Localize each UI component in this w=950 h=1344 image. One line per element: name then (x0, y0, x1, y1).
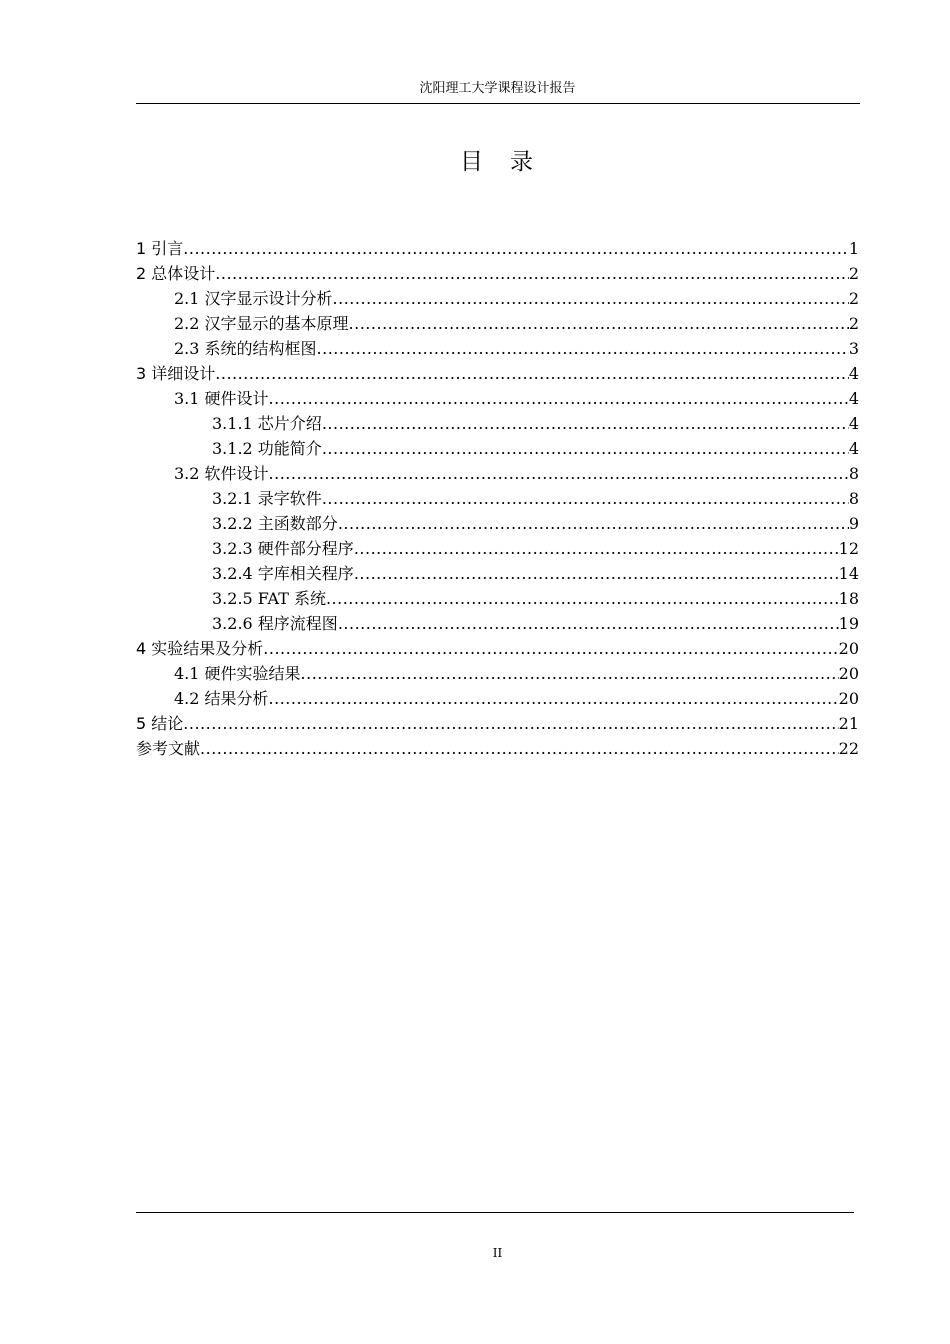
toc-dot-leader (269, 686, 839, 711)
toc-entry-page: 2 (848, 264, 859, 283)
toc-entry[interactable] (136, 286, 859, 311)
toc-title: 目 录 (460, 149, 535, 175)
toc-dot-leader (322, 411, 849, 436)
toc-dot-leader (349, 311, 849, 336)
toc-entry-page: 2 (848, 289, 859, 308)
toc-entry-page: 22 (838, 739, 859, 758)
toc-entry-label: 3.2.3 硬件部分程序 (212, 539, 354, 558)
toc-entry-label: 3.2.1 录字软件 (212, 489, 322, 508)
toc-dot-leader (215, 361, 849, 386)
toc-entry[interactable] (136, 511, 859, 536)
toc-entry-page: 4 (848, 439, 859, 458)
toc-entry[interactable] (136, 486, 859, 511)
toc-entry[interactable] (136, 686, 859, 711)
table-of-contents (136, 236, 859, 761)
toc-entry-label: 3.1 硬件设计 (174, 389, 269, 408)
toc-dot-leader (263, 636, 838, 661)
toc-dot-leader (317, 336, 849, 361)
toc-entry[interactable] (136, 536, 859, 561)
toc-entry[interactable] (136, 461, 859, 486)
toc-dot-leader (269, 461, 849, 486)
toc-entry-page: 8 (848, 464, 859, 483)
toc-dot-leader (354, 561, 839, 586)
toc-dot-leader (183, 711, 838, 736)
toc-entry[interactable] (136, 361, 859, 386)
toc-entry[interactable] (136, 636, 859, 661)
toc-entry-page: 4 (848, 364, 859, 383)
toc-entry-page: 21 (838, 714, 859, 733)
toc-entry-page: 8 (848, 489, 859, 508)
toc-dot-leader (183, 236, 849, 261)
toc-dot-leader (338, 611, 839, 636)
toc-entry-label: 3.1.2 功能简介 (212, 439, 322, 458)
toc-entry-page: 4 (848, 414, 859, 433)
toc-entry-label: 4.2 结果分析 (174, 689, 269, 708)
toc-entry[interactable] (136, 661, 859, 686)
toc-entry-page: 4 (848, 389, 859, 408)
toc-entry[interactable] (136, 261, 859, 286)
toc-entry-label: 1 引言 (136, 239, 184, 258)
toc-entry-label: 3.2 软件设计 (174, 464, 269, 483)
toc-dot-leader (322, 486, 849, 511)
toc-entry[interactable] (136, 436, 859, 461)
toc-entry[interactable] (136, 236, 859, 261)
toc-dot-leader (326, 586, 839, 611)
running-header: 沈阳理工大学课程设计报告 (419, 81, 576, 96)
toc-entry[interactable] (136, 586, 859, 611)
toc-entry[interactable] (136, 336, 859, 361)
toc-entry-page: 20 (838, 689, 859, 708)
page-number: II (492, 1246, 503, 1260)
toc-entry-label: 3.2.2 主函数部分 (212, 514, 338, 533)
toc-entry-page: 20 (838, 664, 859, 683)
toc-entry-label: 4.1 硬件实验结果 (174, 664, 301, 683)
toc-entry[interactable] (136, 611, 859, 636)
toc-dot-leader (269, 386, 849, 411)
toc-entry-label: 4 实验结果及分析 (136, 639, 264, 658)
toc-entry-label: 2.2 汉字显示的基本原理 (174, 314, 349, 333)
toc-entry-label: 3.2.5 FAT 系统 (212, 589, 326, 608)
toc-entry[interactable] (136, 736, 859, 761)
toc-dot-leader (200, 736, 839, 761)
toc-entry-label: 参考文献 (136, 739, 201, 758)
toc-entry-label: 3.2.6 程序流程图 (212, 614, 338, 633)
toc-entry-label: 2.1 汉字显示设计分析 (174, 289, 333, 308)
toc-entry-page: 1 (848, 239, 859, 258)
toc-entry-page: 9 (848, 514, 859, 533)
toc-entry-page: 2 (848, 314, 859, 333)
footer-rule (136, 1212, 854, 1213)
toc-entry-page: 14 (838, 564, 859, 583)
toc-entry[interactable] (136, 386, 859, 411)
toc-entry-page: 19 (838, 614, 859, 633)
toc-entry-label: 5 结论 (136, 714, 184, 733)
toc-entry-page: 20 (838, 639, 859, 658)
toc-dot-leader (322, 436, 849, 461)
toc-entry[interactable] (136, 561, 859, 586)
toc-dot-leader (333, 286, 849, 311)
toc-entry[interactable] (136, 411, 859, 436)
toc-entry-page: 18 (838, 589, 859, 608)
toc-entry-label: 2.3 系统的结构框图 (174, 339, 317, 358)
toc-entry-page: 12 (838, 539, 859, 558)
toc-entry[interactable] (136, 711, 859, 736)
toc-dot-leader (338, 511, 849, 536)
toc-entry-label: 3.2.4 字库相关程序 (212, 564, 354, 583)
toc-entry[interactable] (136, 311, 859, 336)
toc-entry-label: 3 详细设计 (136, 364, 216, 383)
toc-entry-page: 3 (848, 339, 859, 358)
toc-dot-leader (354, 536, 839, 561)
header-rule (136, 103, 860, 104)
toc-entry-label: 3.1.1 芯片介绍 (212, 414, 322, 433)
toc-dot-leader (301, 661, 839, 686)
toc-entry-label: 2 总体设计 (136, 264, 216, 283)
toc-dot-leader (215, 261, 849, 286)
